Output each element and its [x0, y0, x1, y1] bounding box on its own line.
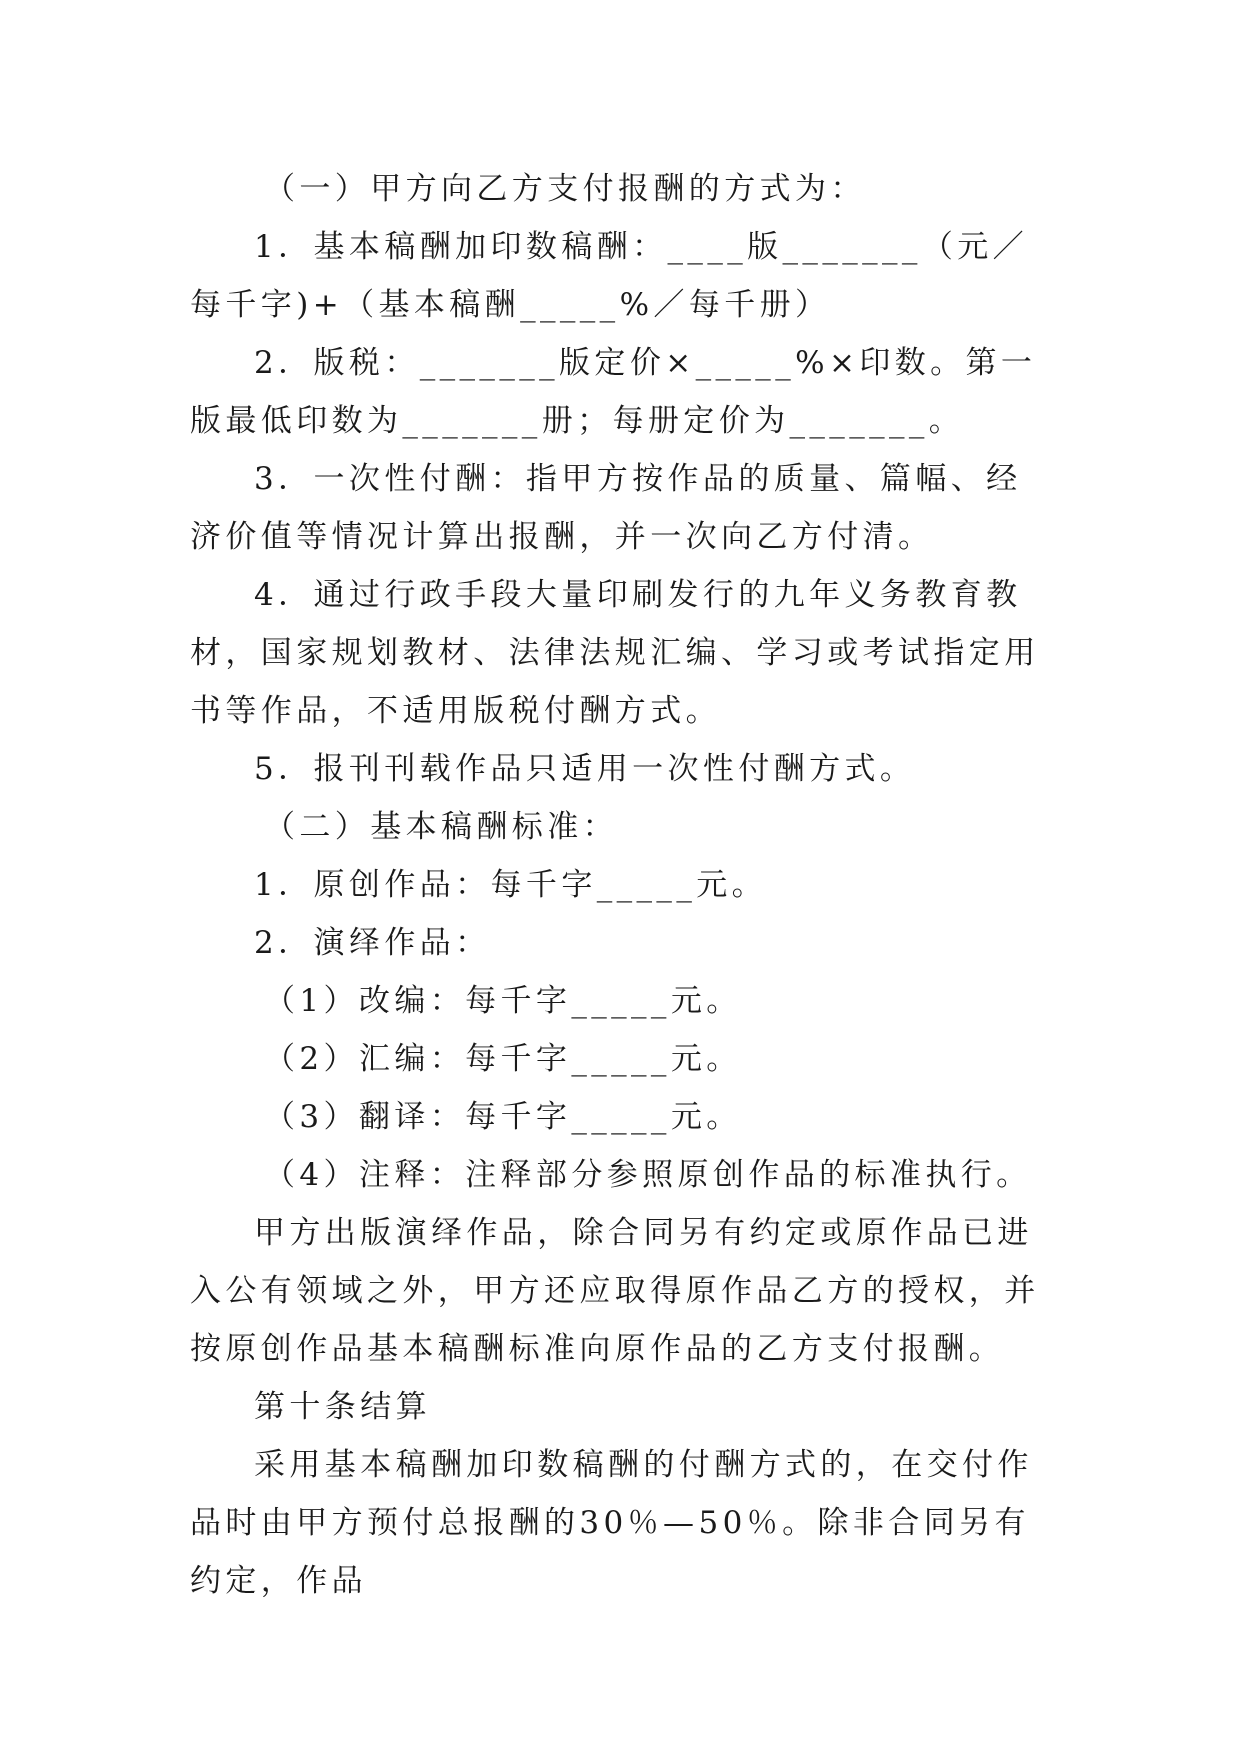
paragraph-compilation: （2）汇编：每千字_____元。: [264, 1041, 742, 1077]
paragraph-payment-method-heading: （一）甲方向乙方支付报酬的方式为：: [264, 171, 866, 207]
paragraph-derivative-works: 2．演绎作品：: [254, 925, 491, 961]
document-page: [190, 160, 1056, 1610]
paragraph-derivative-authorization: 甲方出版演绎作品，除合同另有约定或原作品已进入公有领域之外，甲方还应取得原作品乙方的授权，并按原创作品基本稿酬标准向原作品的乙方支付报酬。: [190, 1215, 1040, 1367]
paragraph-item-3-lump-sum: 3．一次性付酬：指甲方按作品的质量、篇幅、经济价值等情况计算出报酬，并一次向乙方付清。: [190, 461, 1022, 555]
paragraph-item-2-royalty: 2．版税：_______版定价×_____%×印数。第一版最低印数为_______册；每册定价为_______。: [190, 345, 1037, 439]
paragraph-article-10-heading: 第十条结算: [254, 1389, 431, 1425]
paragraph-original-works: 1．原创作品：每千字_____元。: [254, 867, 768, 903]
paragraph-settlement-terms: 采用基本稿酬加印数稿酬的付酬方式的，在交付作品时由甲方预付总报酬的30％—50％。除非合同另有约定，作品: [190, 1447, 1033, 1599]
paragraph-basic-fee-standard-heading: （二）基本稿酬标准：: [264, 809, 618, 845]
paragraph-item-1-basic-fee: 1．基本稿酬加印数稿酬：____版_______（元／每千字)+（基本稿酬_____%／每千册）: [190, 229, 1029, 323]
paragraph-annotation: （4）注释：注释部分参照原创作品的标准执行。: [264, 1157, 1032, 1193]
paragraph-adaptation: （1）改编：每千字_____元。: [264, 983, 742, 1019]
paragraph-item-4-textbooks: 4．通过行政手段大量印刷发行的九年义务教育教材，国家规划教材、法律法规汇编、学习或考试指定用书等作品，不适用版税付酬方式。: [190, 577, 1040, 729]
paragraph-translation: （3）翻译：每千字_____元。: [264, 1099, 742, 1135]
paragraph-item-5-periodicals: 5．报刊刊载作品只适用一次性付酬方式。: [254, 751, 916, 787]
